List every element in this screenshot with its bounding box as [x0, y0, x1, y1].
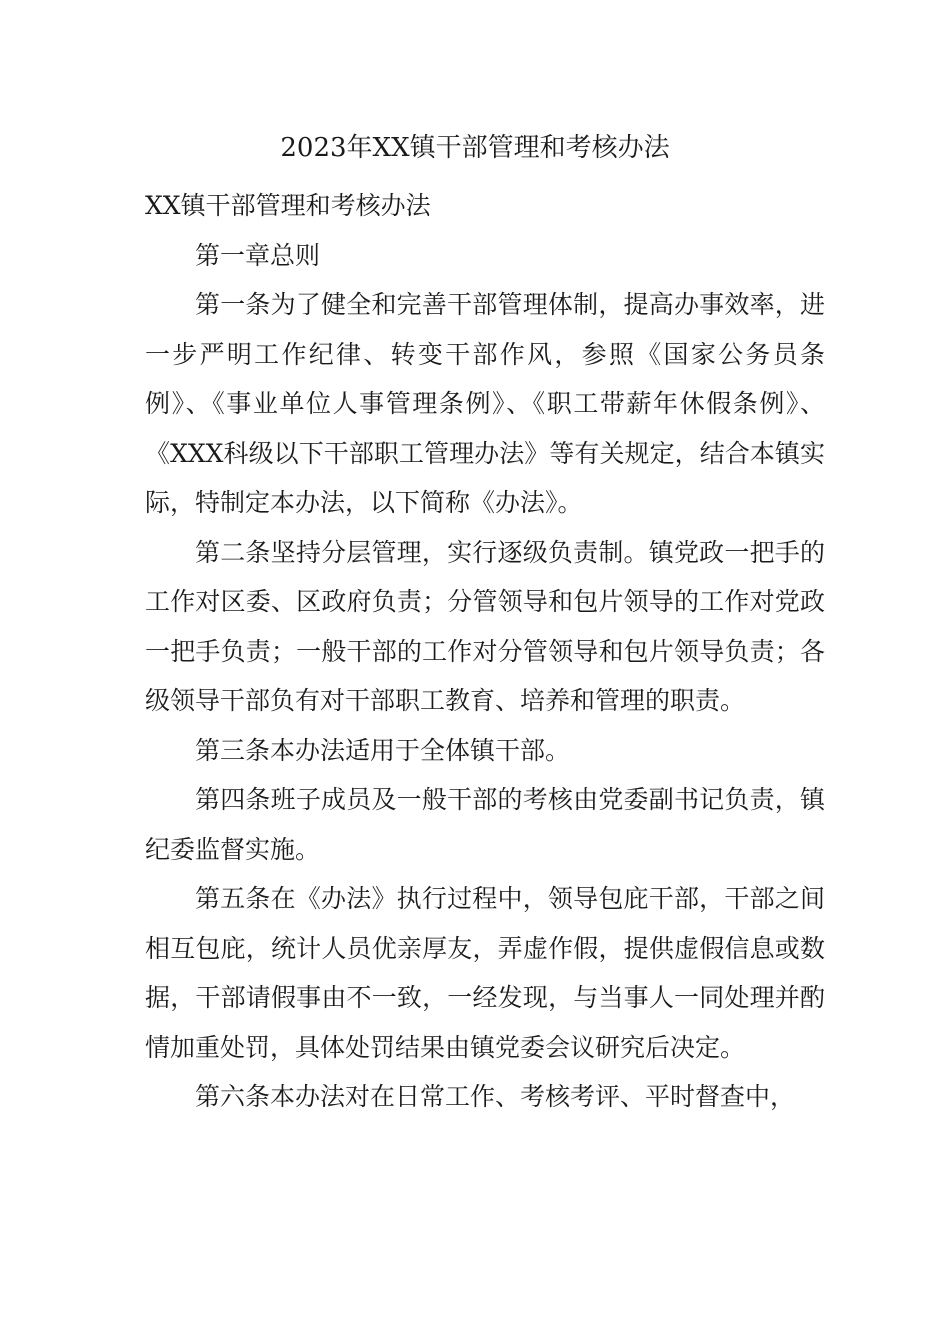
- document-body: [145, 181, 825, 1122]
- article-1-paragraph: 第一条为了健全和完善干部管理体制，提高办事效率，进一步严明工作纪律、转变干部作风，参照《国家公务员条例》、《事业单位人事管理条例》、《职工带薪年休假条例》、《XXX科级以下干部职工管理办法》等有关规定，结合本镇实际，特制定本办法，以下简称《办法》。: [145, 290, 825, 517]
- article-4-paragraph: 第四条班子成员及一般干部的考核由党委副书记负责，镇纪委监督实施。: [145, 785, 825, 864]
- document-title: 2023年XX镇干部管理和考核办法: [280, 133, 670, 163]
- article-3-paragraph: 第三条本办法适用于全体镇干部。: [195, 735, 571, 765]
- article-5-paragraph: 第五条在《办法》执行过程中，领导包庇干部，干部之间相互包庇，统计人员优亲厚友，弄虚作假，提供虚假信息或数据，干部请假事由不一致，一经发现，与当事人一同处理并酌情加重处罚，具体处罚结果由镇党委会议研究后决定。: [145, 884, 825, 1062]
- article-2-paragraph: 第二条坚持分层管理，实行逐级负责制。镇党政一把手的工作对区委、区政府负责；分管领导和包片领导的工作对党政一把手负责；一般干部的工作对分管领导和包片领导负责；各级领导干部负有对干部职工教育、培养和管理的职责。: [145, 537, 825, 715]
- chapter-heading: 第一章总则: [195, 240, 321, 270]
- article-6-paragraph: 第六条本办法对在日常工作、考核考评、平时督查中，: [195, 1082, 796, 1111]
- document-subtitle: XX镇干部管理和考核办法: [145, 191, 431, 220]
